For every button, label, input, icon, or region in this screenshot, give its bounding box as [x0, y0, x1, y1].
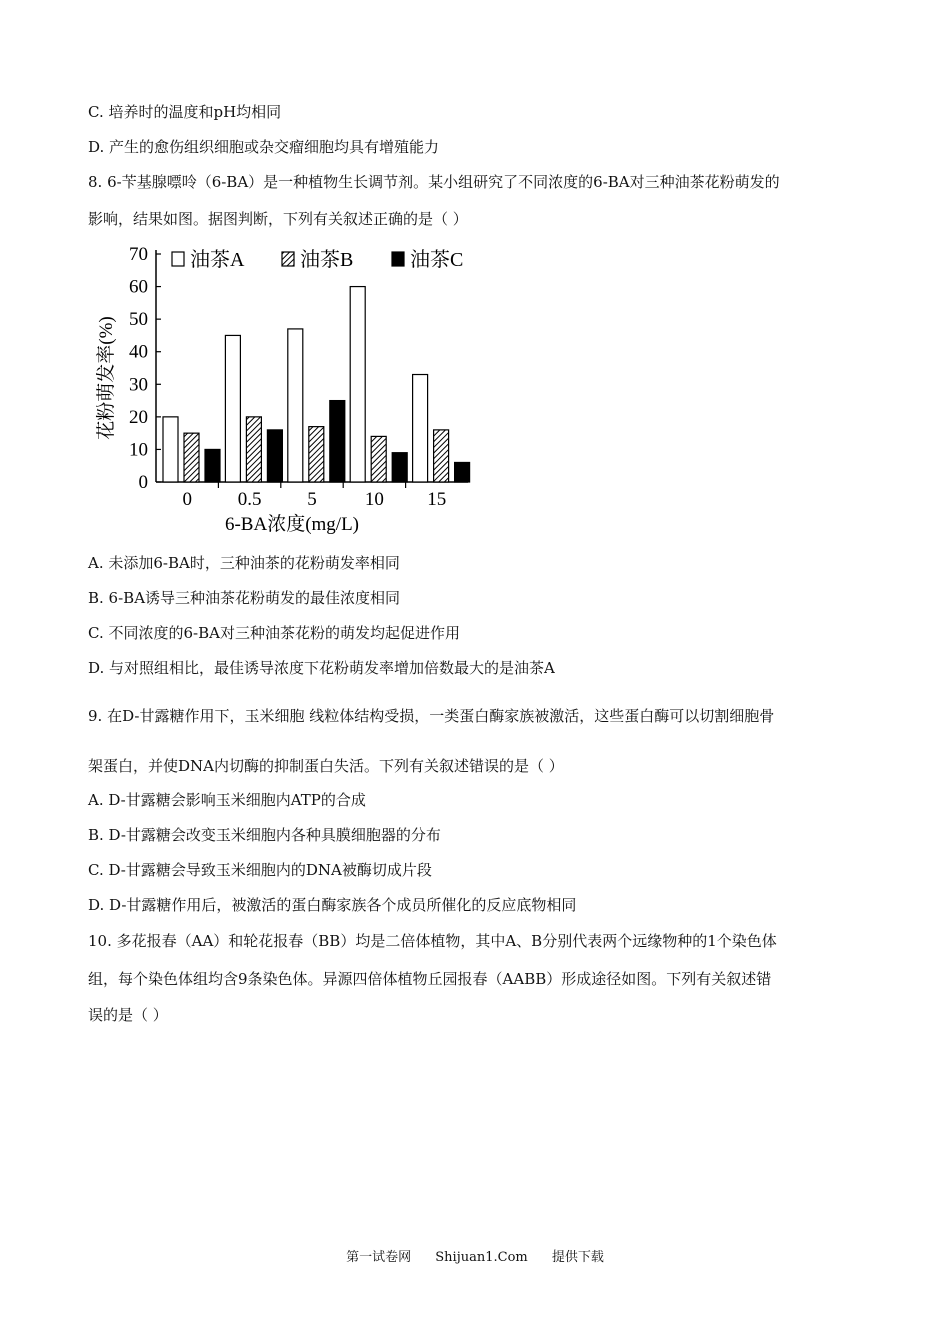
bar [350, 287, 365, 482]
legend-swatch [392, 252, 404, 266]
legend-swatch [172, 252, 184, 266]
bar [205, 449, 220, 482]
q10-stem-line3: 误的是（ ） [88, 1006, 168, 1024]
footer-note: 提供下载 [551, 1250, 604, 1265]
q7-option-d: D. 产生的愈伤组织细胞或杂交瘤细胞均具有增殖能力 [88, 138, 440, 156]
x-tick-label: 15 [427, 489, 447, 510]
bar [267, 430, 282, 482]
y-tick-label: 70 [129, 244, 148, 265]
q9-option-d: D. D-甘露糖作用后，被激活的蛋白酶家族各个成员所催化的反应底物相同 [88, 896, 577, 914]
q9-option-b: B. D-甘露糖会改变玉米细胞内各种具膜细胞器的分布 [88, 826, 441, 844]
q9-stem-line1: 9. 在D-甘露糖作用下，玉米细胞 线粒体结构受损，一类蛋白酶家族被激活，这些蛋白酶可以切割细胞骨 [88, 707, 775, 725]
q8-option-a: A. 未添加6-BA时，三种油茶的花粉萌发率相同 [88, 554, 400, 572]
y-tick-label: 0 [138, 472, 148, 493]
q9-option-c: C. D-甘露糖会导致玉米细胞内的DNA被酶切成片段 [88, 861, 432, 879]
bar [434, 430, 449, 482]
q7-option-c: C. 培养时的温度和pH均相同 [88, 103, 282, 121]
q8-stem-line1: 8. 6-苄基腺嘌呤（6-BA）是一种植物生长调节剂。某小组研究了不同浓度的6-BA对三种油茶花粉萌发的 [88, 173, 780, 191]
bar [309, 427, 324, 482]
y-tick-label: 60 [129, 276, 148, 298]
footer-site: 第一试卷网 [346, 1250, 412, 1265]
pollen-germination-chart [88, 238, 488, 538]
q8-option-c: C. 不同浓度的6-BA对三种油茶花粉的萌发均起促进作用 [88, 624, 460, 642]
q8-option-d: D. 与对照组相比，最佳诱导浓度下花粉萌发率增加倍数最大的是油茶A [88, 659, 555, 677]
bar [246, 417, 261, 482]
bar [163, 417, 178, 482]
q9-stem-line2: 架蛋白，并使DNA内切酶的抑制蛋白失活。下列有关叙述错误的是（ ） [88, 757, 564, 775]
bar [413, 375, 428, 482]
x-tick-label: 0.5 [237, 489, 262, 510]
bar [371, 436, 386, 482]
legend-label: 油茶A [190, 249, 245, 271]
q10-stem-line2: 组，每个染色体组均含9条染色体。异源四倍体植物丘园报春（AABB）形成途径如图。下列有关叙述错 [88, 970, 772, 988]
y-tick-label: 20 [129, 406, 148, 428]
bar [392, 453, 407, 482]
legend-swatch [282, 252, 294, 266]
bar [288, 329, 303, 482]
legend-label: 油茶B [300, 249, 354, 271]
bar [330, 401, 345, 482]
y-tick-label: 50 [129, 309, 148, 331]
x-axis-label: 6-BA浓度(mg/L) [224, 514, 360, 535]
q9-option-a: A. D-甘露糖会影响玉米细胞内ATP的合成 [88, 791, 366, 809]
x-tick-label: 5 [307, 489, 317, 510]
q10-stem-line1: 10. 多花报春（AA）和轮花报春（BB）均是二倍体植物，其中A、B分别代表两个远缘物种的1个染色体 [88, 932, 777, 950]
q8-stem-line2: 影响，结果如图。据图判断，下列有关叙述正确的是（ ） [88, 210, 468, 228]
y-axis-label: 花粉萌发率(%) [96, 316, 117, 440]
y-tick-label: 10 [129, 439, 148, 461]
y-tick-label: 30 [129, 374, 148, 396]
legend-label: 油茶C [410, 249, 464, 271]
y-tick-label: 40 [129, 341, 148, 363]
page-footer [0, 1246, 950, 1265]
bar [184, 433, 199, 482]
x-tick-label: 0 [182, 489, 192, 510]
bar [225, 335, 240, 482]
x-tick-label: 10 [364, 489, 384, 510]
q8-option-b: B. 6-BA诱导三种油茶花粉萌发的最佳浓度相同 [88, 589, 401, 607]
bar [455, 462, 470, 482]
footer-domain: Shijuan1.Com [435, 1250, 528, 1265]
